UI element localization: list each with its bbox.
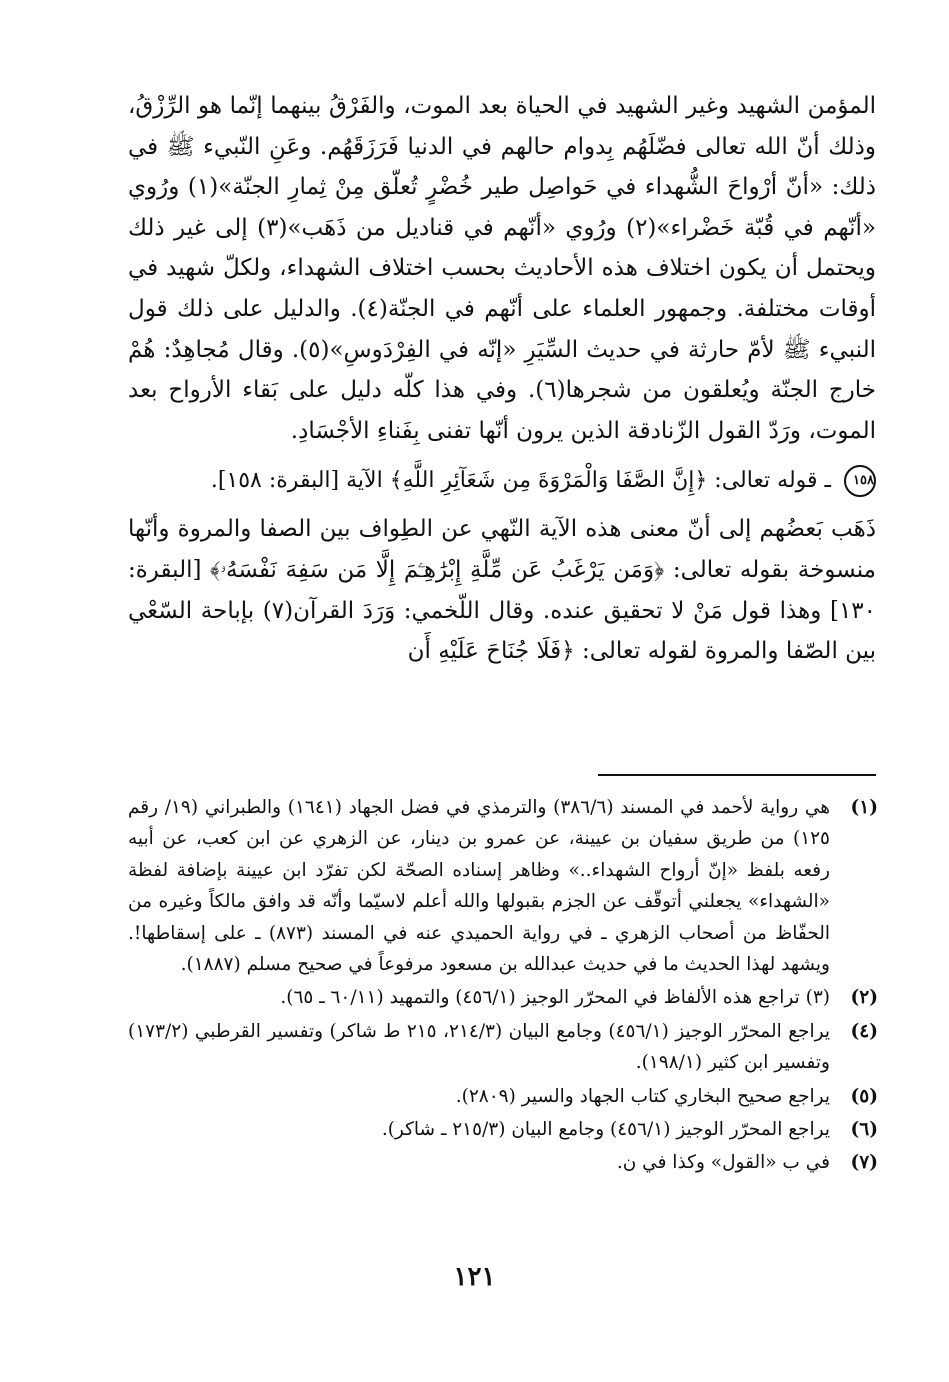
ayah-number-badge: ١٥٨	[844, 465, 876, 497]
footnote-number: (٥)	[850, 1085, 878, 1107]
footnote-4	[128, 1016, 878, 1079]
footnote-7	[128, 1147, 878, 1178]
footnote-5	[128, 1081, 878, 1112]
ayah-heading-line	[128, 461, 876, 501]
footnote-separator	[598, 774, 876, 776]
footnote-2	[128, 982, 878, 1013]
footnote-number: (٤)	[850, 1020, 878, 1042]
paragraph-2: ذَهَب بَعضُهم إلى أنّ معنى هذه الآية النّهي عن الطِواف بين الصفا والمروة وأنّها منسوخة بقوله تعالى: ﴿وَمَن يَرْغَبُ عَن مِّلَّةِ إِبْرَٰهِـۧمَ إِلَّا مَن سَفِهَ نَفْسَهُۥ﴾ [البقرة: ١٣٠] وهذا قول مَنْ لا تحقيق عنده. وقال اللّخمي: وَرَدَ القرآن(٧) بإباحة السّعْي بين الصّفا والمروة لقوله تعالى: ﴿فَلَا جُنَاحَ عَلَيْهِ أَن	[128, 516, 876, 665]
ayah-heading: ـ قوله تعالى: ﴿إِنَّ الصَّفَا وَالْمَرْوَةَ مِن شَعَآئِرِ اللَّهِ﴾ الآية [البقرة: ١٥٨].	[210, 468, 831, 494]
footnote-text: يراجع المحرّر الوجيز (٤٥٦/١) وجامع البيان (٢١٤/٣، ٢١٥ ط شاكر) وتفسير القرطبي (١٧٣/٢) وتفسير ابن كثير (١٩٨/١).	[128, 1020, 830, 1074]
page-number: ١٢١	[453, 1262, 496, 1292]
footnote-text: هي رواية لأحمد في المسند (٣٨٦/٦) والترمذي في فضل الجهاد (١٦٤١) والطبراني (١٩/ رقم ١٢٥) من طريق سفيان بن عيينة، عن عمرو بن دينار، عن الزهري عن ابن كعب، عن أبيه رفعه بلفظ «إنّ أرواح الشهداء..» وظاهر إسناده الصحّة لكن تفرّد ابن عيينة بإضافة لفظة «الشهداء» يجعلني أتوقّف عن الجزم بقبولها والله أعلم لاسيّما وأنّه قد وافق مالكاً وغيره من الحفّاظ من أصحاب الزهري ـ في رواية الحميدي عنه في المسند (٨٧٣) ـ على إسقاطها!. ويشهد لهذا الحديث ما في حديث عبدالله بن مسعود مرفوعاً في صحيح مسلم (١٨٨٧).	[128, 797, 831, 976]
footnote-number: (٢)	[850, 987, 878, 1009]
paragraph-1: المؤمن الشهيد وغير الشهيد في الحياة بعد الموت، والفَرْقُ بينهما إنّما هو الرِّزْقُ، وذلك أنّ الله تعالى فضّلَهُم بِدوام حالهم في الدنيا فَرَزَقَهُم. وعَنِ النّبيء ﷺ في ذلك: «أنّ أرْواحَ الشُّهداء في حَواصِل طير خُضْرٍ تُعلّق مِنْ ثِمارِ الجنّة»(١) ورُوي «أنّهم في قُبّة خَضْراء»(٢) ورُوي «أنّهم في قناديل من ذَهَب»(٣) إلى غير ذلك ويحتمل أن يكون اختلاف هذه الأحاديث بحسب اختلاف الشهداء، ولكلّ شهيد في أوقات مختلفة. وجمهور العلماء على أنّهم في الجنّة(٤). والدليل على ذلك قول النبيء ﷺ لأمّ حارثة في حديث السِّيَرِ «إنّه في الفِرْدَوسِ»(٥). وقال مُجاهِدٌ: هُمْ خارج الجنّة ويُعلقون من شجرها(٦). وفي هذا كلّه دليل على بَقاء الأرواح بعد الموت، ورَدّ القول الزّنادقة الذين يرون أنّها تفنى بِفَناءِ الأجْسَادِ.	[128, 93, 876, 444]
footnote-text: في ب «القول» وكذا في ن.	[616, 1152, 830, 1174]
footnote-number: (١)	[850, 797, 878, 818]
footnote-1	[128, 792, 878, 980]
main-text	[128, 86, 876, 672]
footnote-text: (٣) تراجع هذه الألفاظ في المحرّر الوجيز (٤٥٦/١) والتمهيد (٦٠/١١ ـ ٦٥).	[280, 987, 830, 1009]
footnote-number: (٧)	[850, 1152, 878, 1174]
footnote-number: (٦)	[850, 1119, 878, 1141]
footnote-text: يراجع المحرّر الوجيز (٤٥٦/١) وجامع البيان (٢١٥/٣ ـ شاكر).	[381, 1119, 830, 1141]
footnote-text: يراجع صحيح البخاري كتاب الجهاد والسير (٢٨٠٩).	[455, 1085, 830, 1107]
footnote-6	[128, 1114, 878, 1145]
footnotes	[128, 792, 878, 1181]
